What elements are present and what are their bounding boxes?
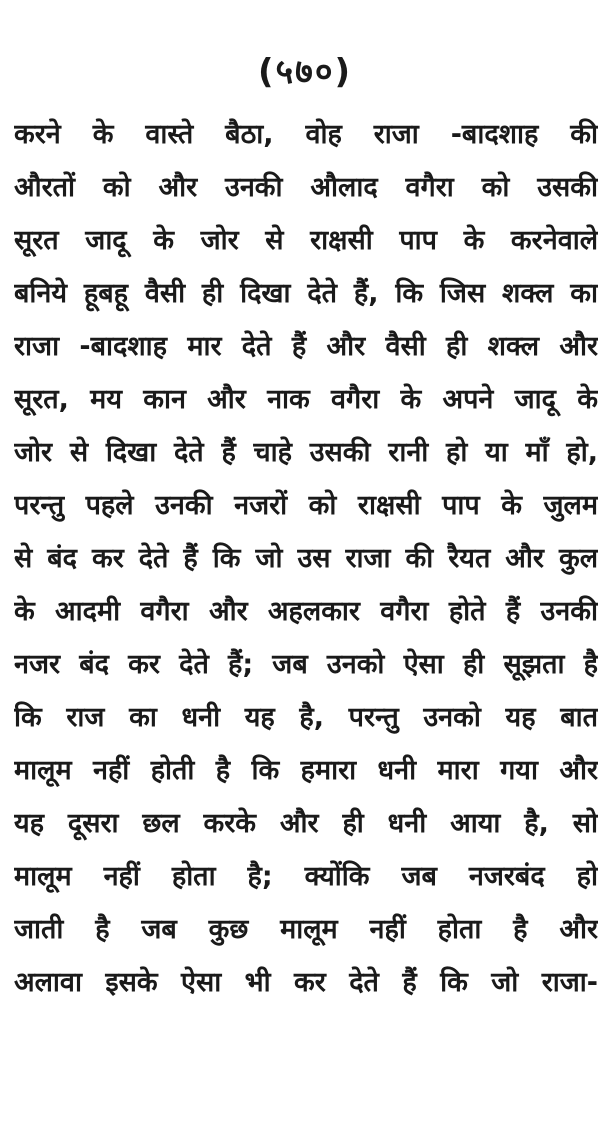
text-line: बनिये हूबहू वैसी ही दिखा देते हैं, कि जिस शक्ल का (14, 278, 598, 309)
text-line: से बंद कर देते हैं कि जो उस राजा की रैयत और कुल (14, 543, 598, 574)
text-line: सूरत जादू के जोर से राक्षसी पाप के करनेवाले (14, 225, 598, 256)
text-line: जोर से दिखा देते हैं चाहे उसकी रानी हो या माँ हो, (14, 437, 598, 468)
text-line: राजा -बादशाह मार देते हैं और वैसी ही शक्ल और (14, 331, 598, 362)
text-line: कि राज का धनी यह है, परन्तु उनको यह बात (14, 702, 598, 733)
text-line: अलावा इसके ऐसा भी कर देते हैं कि जो राजा- (14, 967, 598, 998)
page-number: (५७०) (257, 52, 353, 92)
body-text (14, 108, 598, 1009)
text-line: मालूम नहीं होती है कि हमारा धनी मारा गया और (14, 755, 598, 786)
text-line: मालूम नहीं होता है; क्योंकि जब नजरबंद हो (14, 861, 598, 892)
text-line: के आदमी वगैरा और अहलकार वगैरा होते हैं उनकी (14, 596, 598, 627)
text-line: परन्तु पहले उनकी नजरों को राक्षसी पाप के जुलम (14, 490, 598, 521)
text-line: करने के वास्ते बैठा, वोह राजा -बादशाह की (14, 119, 598, 150)
text-line: सूरत, मय कान और नाक वगैरा के अपने जादू के (14, 384, 598, 415)
text-line: यह दूसरा छल करके और ही धनी आया है, सो (14, 808, 598, 839)
text-line: नजर बंद कर देते हैं; जब उनको ऐसा ही सूझता है (14, 649, 598, 680)
text-line: औरतों को और उनकी औलाद वगैरा को उसकी (14, 172, 598, 203)
text-line: जाती है जब कुछ मालूम नहीं होता है और (14, 914, 598, 945)
